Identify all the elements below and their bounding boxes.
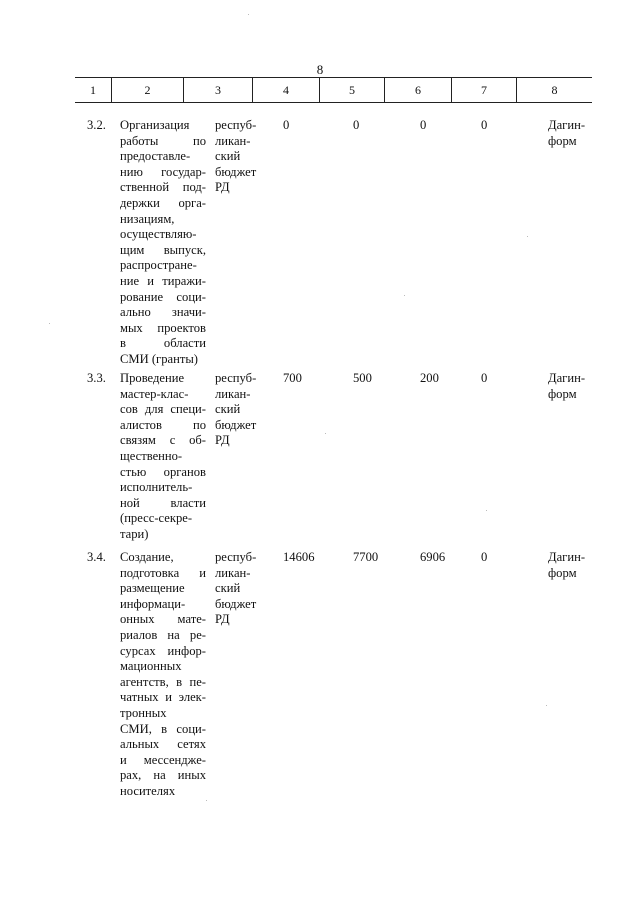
page-number: 8 xyxy=(316,62,324,77)
executor-line: форм xyxy=(548,386,577,401)
description-line: рах, на иных xyxy=(120,768,206,783)
description-line: (пресс-секре- xyxy=(120,511,193,526)
description-line: риалов на ре- xyxy=(120,627,206,642)
funding-source-line: ликан- xyxy=(215,133,251,148)
description-line: тронных xyxy=(120,705,167,720)
header-col-5: 5 xyxy=(320,78,385,102)
row-value-col-7: 0 xyxy=(481,118,488,132)
description-line: Создание, xyxy=(120,550,174,564)
funding-source-line: ский xyxy=(215,402,241,417)
table-header-row xyxy=(75,77,592,103)
row-description xyxy=(120,550,206,800)
description-line: СМИ (гранты) xyxy=(120,351,198,366)
funding-source-line: бюджет xyxy=(215,164,257,179)
row-value-col-6: 0 xyxy=(420,118,427,132)
description-line: чатных и элек- xyxy=(120,690,206,705)
scan-speck xyxy=(206,800,207,801)
funding-source-line: ликан- xyxy=(215,565,251,580)
executor-line: Дагин- xyxy=(548,371,586,385)
funding-source-line: респуб- xyxy=(215,550,257,564)
description-line: держки орга- xyxy=(120,195,206,210)
description-line: Организация xyxy=(120,118,190,132)
funding-source-line: ский xyxy=(215,149,241,164)
description-line: Проведение xyxy=(120,371,185,385)
description-line: ально значи- xyxy=(120,305,206,320)
description-line: СМИ, в соци- xyxy=(120,721,206,736)
row-value-col-7: 0 xyxy=(481,371,488,385)
header-col-6: 6 xyxy=(385,78,452,102)
row-value-col-4: 14606 xyxy=(283,550,315,564)
description-line: подготовка и xyxy=(120,565,206,580)
description-line: рование соци- xyxy=(120,289,206,304)
executor-line: форм xyxy=(548,565,577,580)
description-line: в области xyxy=(120,336,206,351)
description-line: мых проектов xyxy=(120,320,206,335)
description-line: нию государ- xyxy=(120,164,206,179)
row-description xyxy=(120,118,206,368)
row-value-col-7: 0 xyxy=(481,550,488,564)
header-col-3: 3 xyxy=(184,78,253,102)
row-value-col-4: 700 xyxy=(283,371,302,385)
row-value-col-6: 200 xyxy=(420,371,439,385)
row-funding-source xyxy=(215,550,275,628)
description-line: мастер-клас- xyxy=(120,386,189,401)
description-line: связям с об- xyxy=(120,433,206,448)
description-line: ственной под- xyxy=(120,180,206,195)
row-funding-source xyxy=(215,118,275,196)
description-line: альных сетях xyxy=(120,737,206,752)
funding-source-line: РД xyxy=(215,433,230,448)
executor-line: Дагин- xyxy=(548,118,586,132)
description-line: щим выпуск, xyxy=(120,242,206,257)
funding-source-line: ликан- xyxy=(215,386,251,401)
row-value-col-4: 0 xyxy=(283,118,290,132)
funding-source-line: РД xyxy=(215,612,230,627)
row-executor xyxy=(548,118,585,149)
description-line: щественно- xyxy=(120,448,183,463)
executor-line: форм xyxy=(548,133,577,148)
scan-speck xyxy=(248,14,249,15)
description-line: информаци- xyxy=(120,596,186,611)
description-line: сов для специ- xyxy=(120,402,206,417)
scan-speck xyxy=(49,323,50,324)
description-line: осуществляю- xyxy=(120,227,197,242)
header-col-4: 4 xyxy=(253,78,320,102)
description-line: тари) xyxy=(120,526,149,541)
description-line: и мессендже- xyxy=(120,752,206,767)
description-line: носителях xyxy=(120,783,176,798)
row-executor xyxy=(548,371,585,402)
row-funding-source xyxy=(215,371,275,449)
row-executor xyxy=(548,550,585,581)
scan-speck xyxy=(404,295,405,296)
funding-source-line: ский xyxy=(215,581,241,596)
description-line: распростране- xyxy=(120,258,197,273)
scan-speck xyxy=(486,510,487,511)
description-line: агентств, в пе- xyxy=(120,674,206,689)
funding-source-line: бюджет xyxy=(215,417,257,432)
row-value-col-6: 6906 xyxy=(420,550,446,564)
row-description xyxy=(120,371,206,543)
scan-speck xyxy=(325,433,326,434)
description-line: алистов по xyxy=(120,417,206,432)
description-line: предоставле- xyxy=(120,149,191,164)
row-number: 3.3. xyxy=(87,371,106,385)
funding-source-line: бюджет xyxy=(215,596,257,611)
description-line: ной власти xyxy=(120,495,206,510)
description-line: стью органов xyxy=(120,464,206,479)
description-line: мационных xyxy=(120,659,182,674)
row-number: 3.2. xyxy=(87,118,106,132)
header-col-8: 8 xyxy=(551,82,558,97)
row-value-col-5: 0 xyxy=(353,118,360,132)
scan-speck xyxy=(546,705,547,706)
description-line: исполнитель- xyxy=(120,480,193,495)
funding-source-line: респуб- xyxy=(215,118,257,132)
header-col-2: 2 xyxy=(112,78,184,102)
funding-source-line: РД xyxy=(215,180,230,195)
description-line: размещение xyxy=(120,581,185,596)
executor-line: Дагин- xyxy=(548,550,586,564)
scan-speck xyxy=(527,236,528,237)
row-value-col-5: 7700 xyxy=(353,550,379,564)
description-line: сурсах инфор- xyxy=(120,643,206,658)
description-line: работы по xyxy=(120,133,206,148)
row-number: 3.4. xyxy=(87,550,106,564)
header-col-7: 7 xyxy=(452,78,517,102)
description-line: ние и тиражи- xyxy=(120,273,206,288)
row-value-col-5: 500 xyxy=(353,371,372,385)
funding-source-line: респуб- xyxy=(215,371,257,385)
header-col-1: 1 xyxy=(75,78,112,102)
description-line: онных мате- xyxy=(120,612,206,627)
description-line: низациям, xyxy=(120,211,175,226)
